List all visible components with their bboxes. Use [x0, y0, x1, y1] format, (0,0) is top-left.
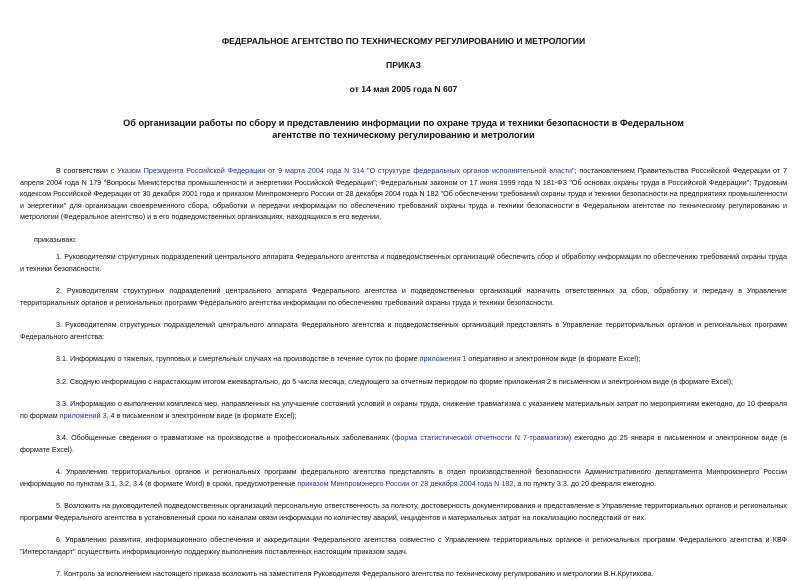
ministry-order-link[interactable]: приказом Минпромэнерго России от 28 декабря 2004 года N 182: [297, 478, 514, 488]
document-header: [20, 36, 787, 141]
preamble-text: ; Трудовым кодексом Российской Федерации от 30 декабря 2001 года: [20, 177, 788, 198]
preamble-text: и приказом Минпромэнерго России от 28 декабря 2004 года N 182 "Об обеспечении требований охраны труда и техники безопасности на предприятиях промышленности и энергетики": [20, 189, 787, 210]
doc-date: от 14 мая 2005 года N 607: [349, 84, 458, 94]
item-2: 2. Руководителям структурных подразделений центрального аппарата Федерального агентства и подведомственных организаций назначить ответственных за сбор, обработку и передачу в Управление территориальных органов и региональных программ Федерального агентства информации по обеспечению требований охраны труда и техники безопасности.: [20, 286, 787, 307]
document-body: [20, 165, 787, 580]
doc-type: ПРИКАЗ: [386, 60, 421, 70]
item-3: 3. Руководителям структурных подразделений центрального аппарата Федерального агентства и подведомственных организаций представлять в Управление территориальных органов и региональных программ Федерального агентства:: [20, 320, 787, 341]
statistics-form-link[interactable]: форма статистической отчетности N 7-травматизм: [394, 433, 569, 442]
doc-subject: Об организации работы по сбору и представлению информации по охране труда и техники безопасности в Федеральном агентстве по техническому регулированию и метрологии: [123, 118, 684, 140]
preamble-text: ; Федеральным законом от 17 июня 1999 года N 181-ФЗ "Об основах охраны труда в Российской Федерации": [375, 177, 750, 187]
item-text: , 4 в письменном и электронном виде (в формате Excel);: [106, 410, 297, 420]
preamble-text: для организации своевременного сбора, обработки и передачи информации по обеспечению требований охраны труда и техники безопасности в Федеральном агентстве по техническому регулированию и метрологии (Федеральное агентство) и в его подведомственных организациях, находящихся в его ведении,: [20, 200, 787, 221]
item-text: 3.1. Информацию о тяжелых, групповых и смертельных случаях на производстве в течение суток по форме: [56, 354, 420, 363]
item-3-1: [20, 353, 787, 365]
item-text: 4. Управлению территориальных органов и региональных программ федерального агентства представлять в отдел производственной безопасности Административного департамента Минпромэнерго России информацию по пунктам 3.1, 3.2, 3.4 (в формате Word) в сроки, предусмотренные: [20, 467, 787, 488]
preamble-text: В соответствии с: [56, 166, 118, 175]
item-5: 5. Возложить на руководителей подведомственных организаций персональную ответственность за полноту, достоверность документирования и представление в Управление территориальных органов и региональных программ Федерального агентства в установленный сроки по каналам связи информации по количеству аварий, инцидентов и материальных затрат на локализацию последствий от них.: [20, 501, 787, 522]
item-6: 6. Управлению развития, информационного обеспечения и аккредитации Федерального агентства совместно с Управлением территориальных органов и региональных программ Федерального агентства и КВФ "Интерстандарт" осуществить информационную поддержку выполнения поставленных настоящим приказом задач.: [20, 535, 787, 556]
item-text: 3.3. Информацию о выполнении комплекса мер, направленных на улучшение состояний условий и охраны труда, снижение травматизма с указанием материальных затрат по мероприятиям ежегодно, до 10 февраля по формам: [20, 399, 787, 420]
item-3-4: [20, 432, 787, 455]
item-text: 3.4. Обобщенные сведения о травматизме на производстве и профессиональных заболеваниях (: [56, 433, 395, 442]
appendix-1-link[interactable]: приложения 1: [419, 354, 467, 363]
decree-link[interactable]: Указом Президента Российской Федерации от 9 марта 2004 года N 314 "О структуре федеральных органов исполнительной власти": [117, 166, 575, 175]
item-7: 7. Контроль за исполнением настоящего приказа возложить на заместителя Руководителя Федерального агентства по техническому регулированию и метрологии В.Н.Крутикова.: [56, 569, 654, 578]
item-1: 1. Руководителям структурных подразделений центрального аппарата Федерального агентства и подведомственных организаций обеспечить сбор и обработку информации по обеспечению требований охраны труда и техники безопасности.: [20, 252, 787, 273]
preamble-text: ; постановлением Правительства Российской Федерации от 7 апреля 2004 года N 179 "Вопросы Министерства промышленности и энергетики Российской Федерации": [20, 166, 787, 187]
order-word: приказываю:: [34, 234, 77, 244]
agency-title: ФЕДЕРАЛЬНОЕ АГЕНТСТВО ПО ТЕХНИЧЕСКОМУ РЕГУЛИРОВАНИЮ И МЕТРОЛОГИИ: [221, 36, 586, 46]
item-4: [20, 466, 787, 489]
item-text: ) ежегодно до 25 января в письменном и электронном виде (в формате Excel).: [20, 433, 788, 454]
item-3-3: [20, 398, 787, 421]
item-text: , а по пункту 3.3. до 20 февраля ежегодно.: [513, 478, 657, 488]
item-text: оперативно и электронном виде (в формате Excel);: [466, 354, 641, 363]
preamble-paragraph: [20, 165, 787, 223]
item-3-2: 3.2. Сводную информацию с нарастающим итогом ежеквартально, до 5 числа месяца, следующего за отчетным периодом по форме приложения 2 в письменном и электронном виде (в формате Excel);: [56, 376, 734, 386]
appendix-3-link[interactable]: приложений 3: [59, 410, 107, 420]
